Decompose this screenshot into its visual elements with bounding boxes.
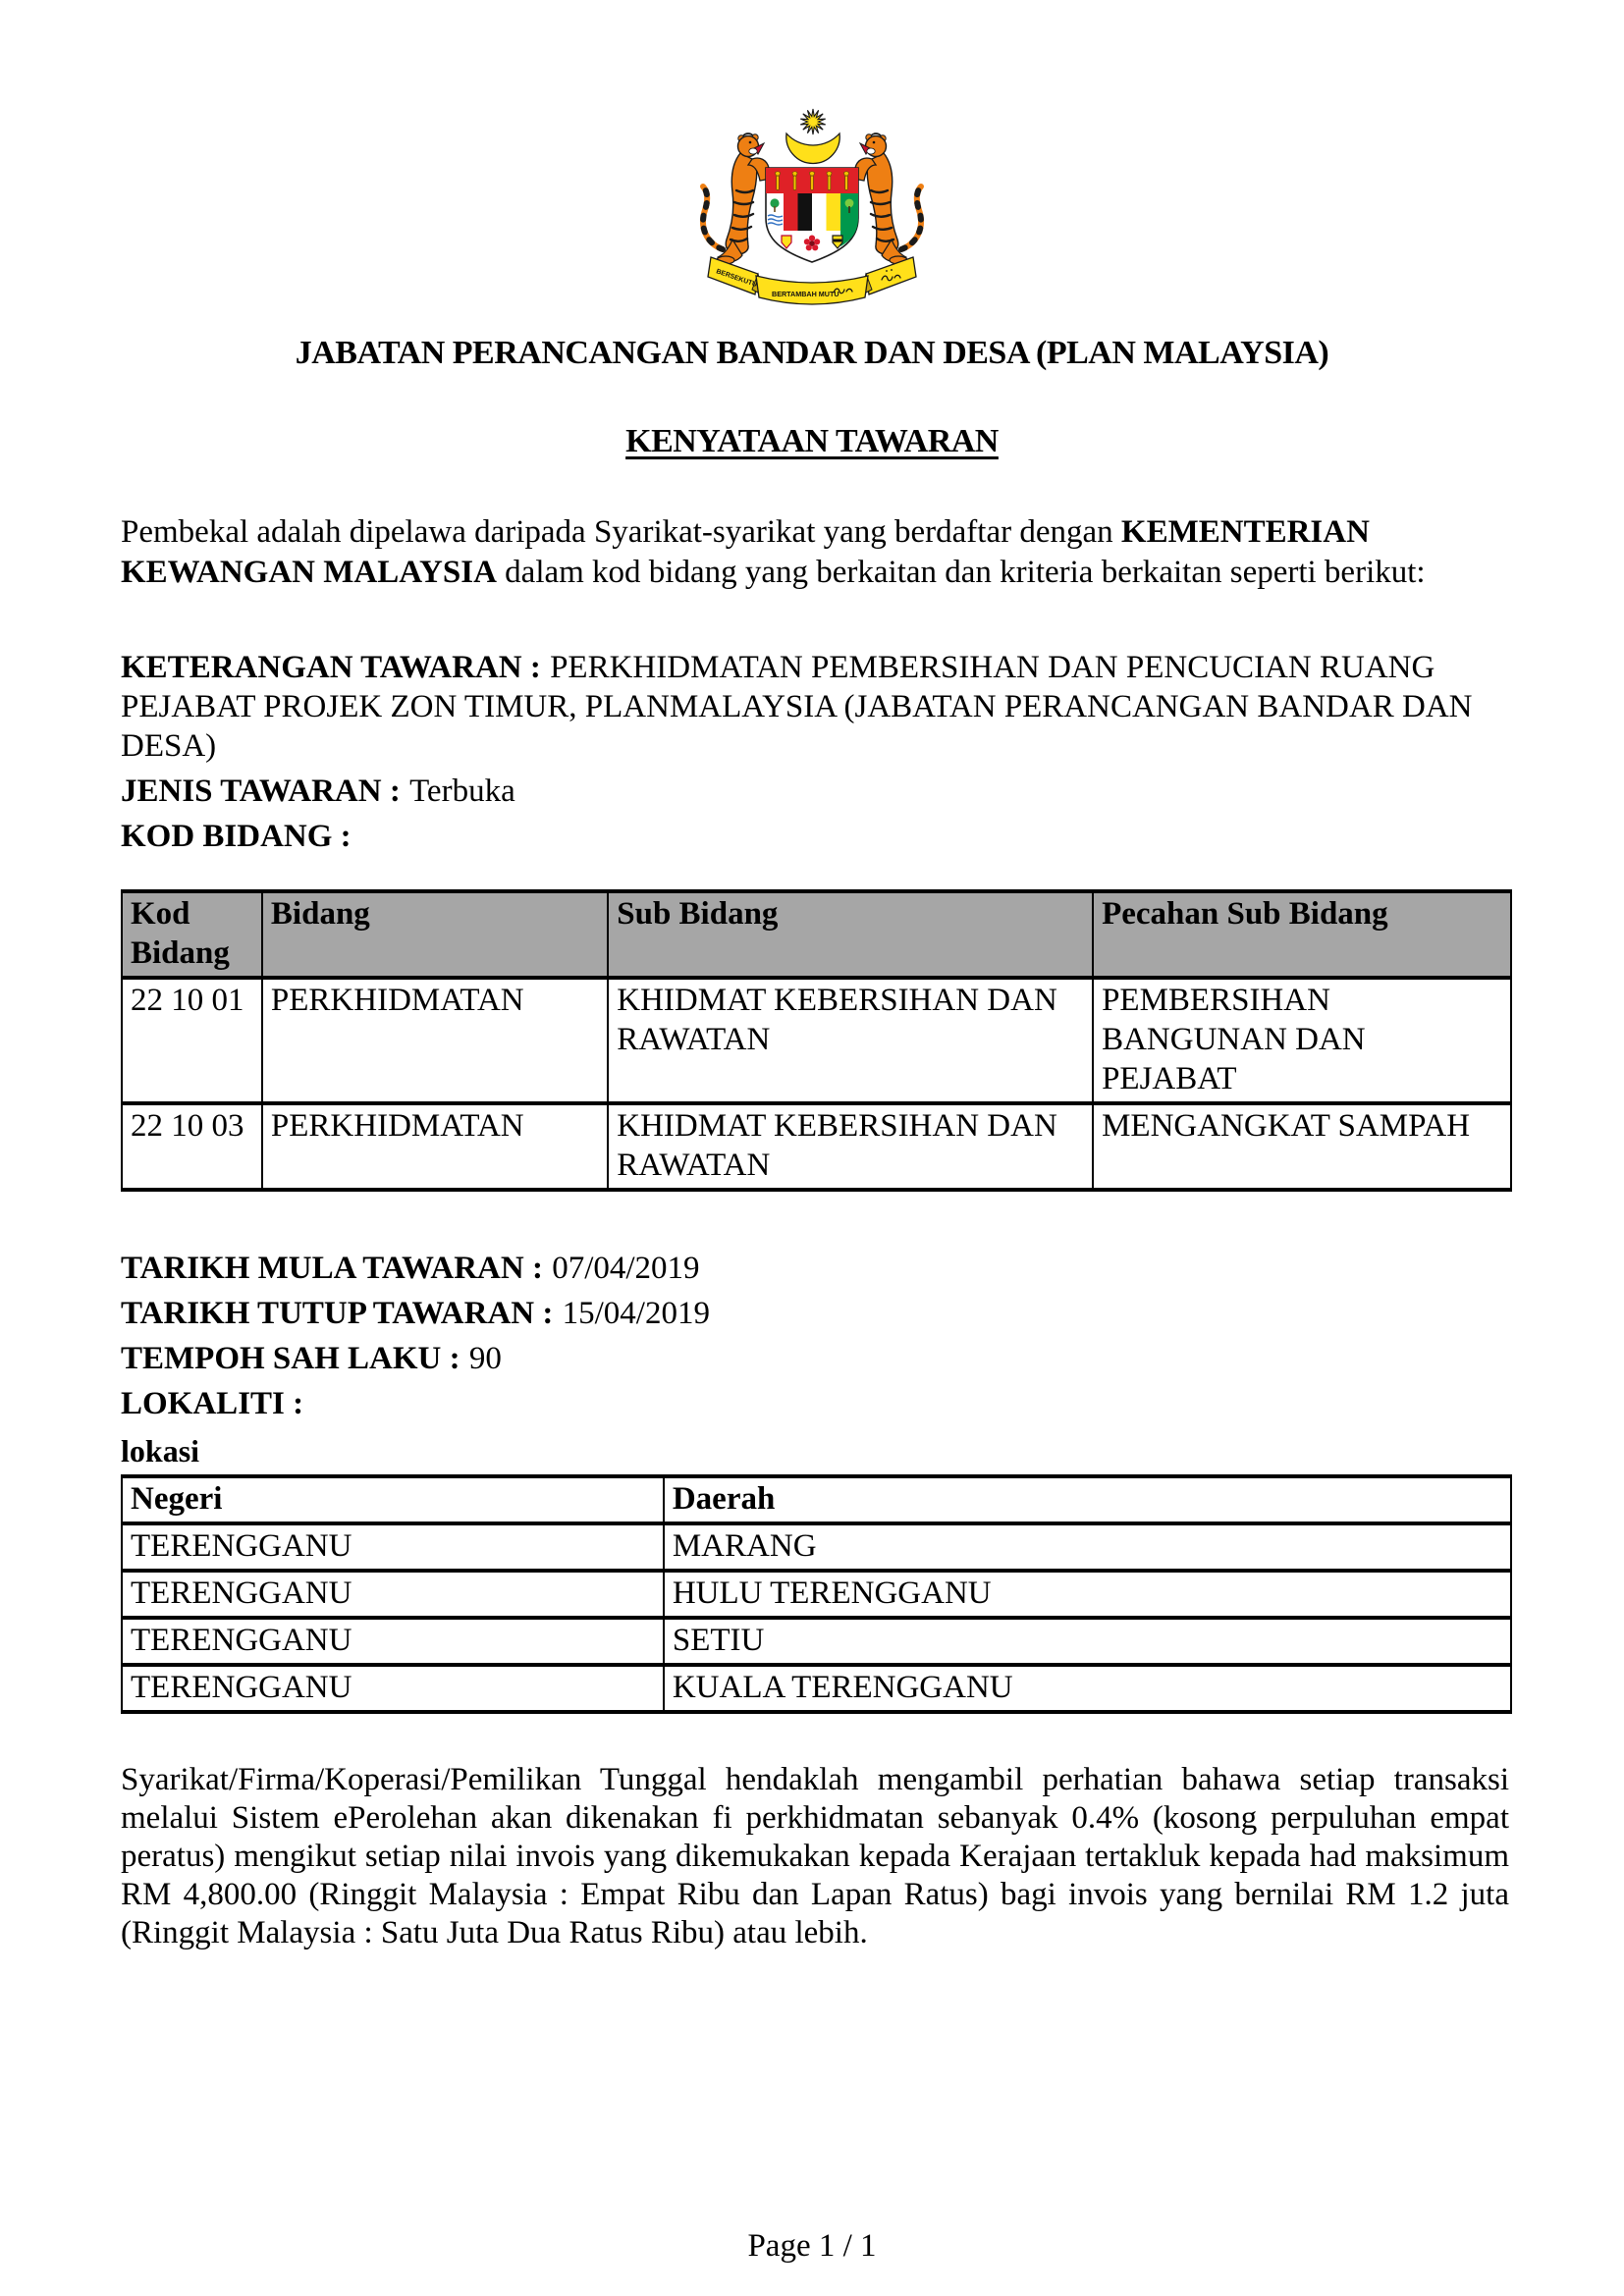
keterangan-tawaran-row bbox=[121, 648, 1509, 766]
cell-negeri: TERENGGANU bbox=[122, 1618, 664, 1665]
cell-pecahan: MENGANGKAT SAMPAH bbox=[1093, 1103, 1511, 1190]
cell-daerah: MARANG bbox=[664, 1523, 1511, 1571]
kod-bidang-table bbox=[121, 889, 1512, 1192]
cell-daerah: KUALA TERENGGANU bbox=[664, 1665, 1511, 1712]
page-number: Page 1 / 1 bbox=[747, 2228, 877, 2264]
lokasi-caption: lokasi bbox=[121, 1433, 200, 1468]
table-row bbox=[122, 1665, 1511, 1712]
tarikh-tutup-value: 15/04/2019 bbox=[562, 1296, 710, 1331]
document-subtitle-text: KENYATAAN TAWARAN bbox=[625, 423, 999, 459]
page-title: JABATAN PERANCANGAN BANDAR DAN DESA (PLAN MALAYSIA) bbox=[295, 335, 1329, 371]
table-row bbox=[122, 1103, 1511, 1190]
jenis-label: JENIS TAWARAN : bbox=[121, 774, 401, 809]
intro-text-post: dalam kod bidang yang berkaitan dan kriteria berkaitan seperti berikut: bbox=[496, 555, 1426, 590]
cell-negeri: TERENGGANU bbox=[122, 1523, 664, 1571]
tiger-right-icon bbox=[853, 133, 921, 264]
green-panel-icon bbox=[840, 193, 858, 246]
col-header-sub-bidang: Sub Bidang bbox=[608, 891, 1093, 978]
kod-bidang-label: KOD BIDANG : bbox=[121, 819, 352, 854]
tarikh-mula-value: 07/04/2019 bbox=[552, 1251, 700, 1286]
cell-kod: 22 10 01 bbox=[122, 978, 262, 1103]
lokasi-table bbox=[121, 1474, 1512, 1714]
col-header-negeri: Negeri bbox=[122, 1476, 664, 1523]
col-header-kod-bidang: Kod Bidang bbox=[122, 891, 262, 978]
cell-sub-bidang: KHIDMAT KEBERSIHAN DAN RAWATAN bbox=[608, 978, 1093, 1103]
kod-bidang-row bbox=[121, 817, 1509, 856]
cell-bidang: PERKHIDMATAN bbox=[262, 1103, 608, 1190]
col-header-pecahan-sub-bidang: Pecahan Sub Bidang bbox=[1093, 891, 1511, 978]
table-row bbox=[122, 978, 1511, 1103]
tempoh-sah-laku-row bbox=[121, 1339, 1509, 1378]
document-subtitle bbox=[0, 420, 1624, 463]
tiger-left-icon bbox=[703, 133, 771, 264]
crest-shield bbox=[766, 168, 858, 262]
cell-daerah: SETIU bbox=[664, 1618, 1511, 1665]
jenis-tawaran-row bbox=[121, 772, 1509, 811]
intro-text-pre: Pembekal adalah dipelawa daripada Syarikat-syarikat yang berdaftar dengan bbox=[121, 514, 1121, 550]
intro-text-bold: KEMENTERIAN KEWANGAN MALAYSIA bbox=[121, 514, 1370, 590]
cell-sub-bidang: KHIDMAT KEBERSIHAN DAN RAWATAN bbox=[608, 1103, 1093, 1190]
cell-kod: 22 10 03 bbox=[122, 1103, 262, 1190]
keterangan-value: PERKHIDMATAN PEMBERSIHAN DAN PENCUCIAN RUANG PEJABAT PROJEK ZON TIMUR, PLANMALAYSIA (JABATAN PERANCANGAN BANDAR DAN DESA) bbox=[121, 650, 1473, 764]
tarikh-tutup-row bbox=[121, 1294, 1509, 1333]
col-header-daerah: Daerah bbox=[664, 1476, 1511, 1523]
motto-left-text: BERSEKUTU bbox=[715, 268, 758, 290]
eperolehan-fee-notice: Syarikat/Firma/Koperasi/Pemilikan Tunggal hendaklah mengambil perhatian bahawa setiap transaksi melalui Sistem ePerolehan akan dikenakan fi perkhidmatan sebanyak 0.4% (kosong perpuluhan empat peratus) mengikut setiap nilai invois yang dikemukakan kepada Kerajaan tertakluk kepada had maksimum RM 4,800.00 (Ringgit Malaysia : Empat Ribu dan Lapan Ratus) bagi invois yang bernilai RM 1.2 juta (Ringgit Malaysia : Satu Juta Dua Ratus Ribu) atau lebih. bbox=[121, 1762, 1509, 1950]
lokaliti-label: LOKALITI : bbox=[121, 1386, 304, 1421]
cell-negeri: TERENGGANU bbox=[122, 1665, 664, 1712]
cell-daerah: HULU TERENGGANU bbox=[664, 1571, 1511, 1618]
tarikh-mula-label: TARIKH MULA TAWARAN : bbox=[121, 1251, 543, 1286]
motto-center-text: BERTAMBAH MUTU bbox=[772, 290, 839, 298]
keterangan-label: KETERANGAN TAWARAN : bbox=[121, 650, 541, 685]
col-header-bidang: Bidang bbox=[262, 891, 608, 978]
table-row bbox=[122, 1618, 1511, 1665]
table-header-row bbox=[122, 1476, 1511, 1523]
lokaliti-row bbox=[121, 1384, 1509, 1423]
tarikh-tutup-label: TARIKH TUTUP TAWARAN : bbox=[121, 1296, 554, 1331]
tarikh-mula-row bbox=[121, 1249, 1509, 1288]
intro-paragraph bbox=[121, 512, 1509, 593]
cell-negeri: TERENGGANU bbox=[122, 1571, 664, 1618]
cell-pecahan: PEMBERSIHAN BANGUNAN DAN PEJABAT bbox=[1093, 978, 1511, 1103]
tempoh-label: TEMPOH SAH LAKU : bbox=[121, 1341, 460, 1376]
table-header-row bbox=[122, 891, 1511, 978]
tempoh-value: 90 bbox=[468, 1341, 502, 1376]
table-row bbox=[122, 1523, 1511, 1571]
star-and-crescent-icon bbox=[786, 109, 839, 163]
jenis-value: Terbuka bbox=[409, 774, 515, 809]
motto-ribbon bbox=[708, 257, 916, 304]
cell-bidang: PERKHIDMATAN bbox=[262, 978, 608, 1103]
malaysia-coat-of-arms bbox=[689, 102, 935, 312]
table-row bbox=[122, 1571, 1511, 1618]
